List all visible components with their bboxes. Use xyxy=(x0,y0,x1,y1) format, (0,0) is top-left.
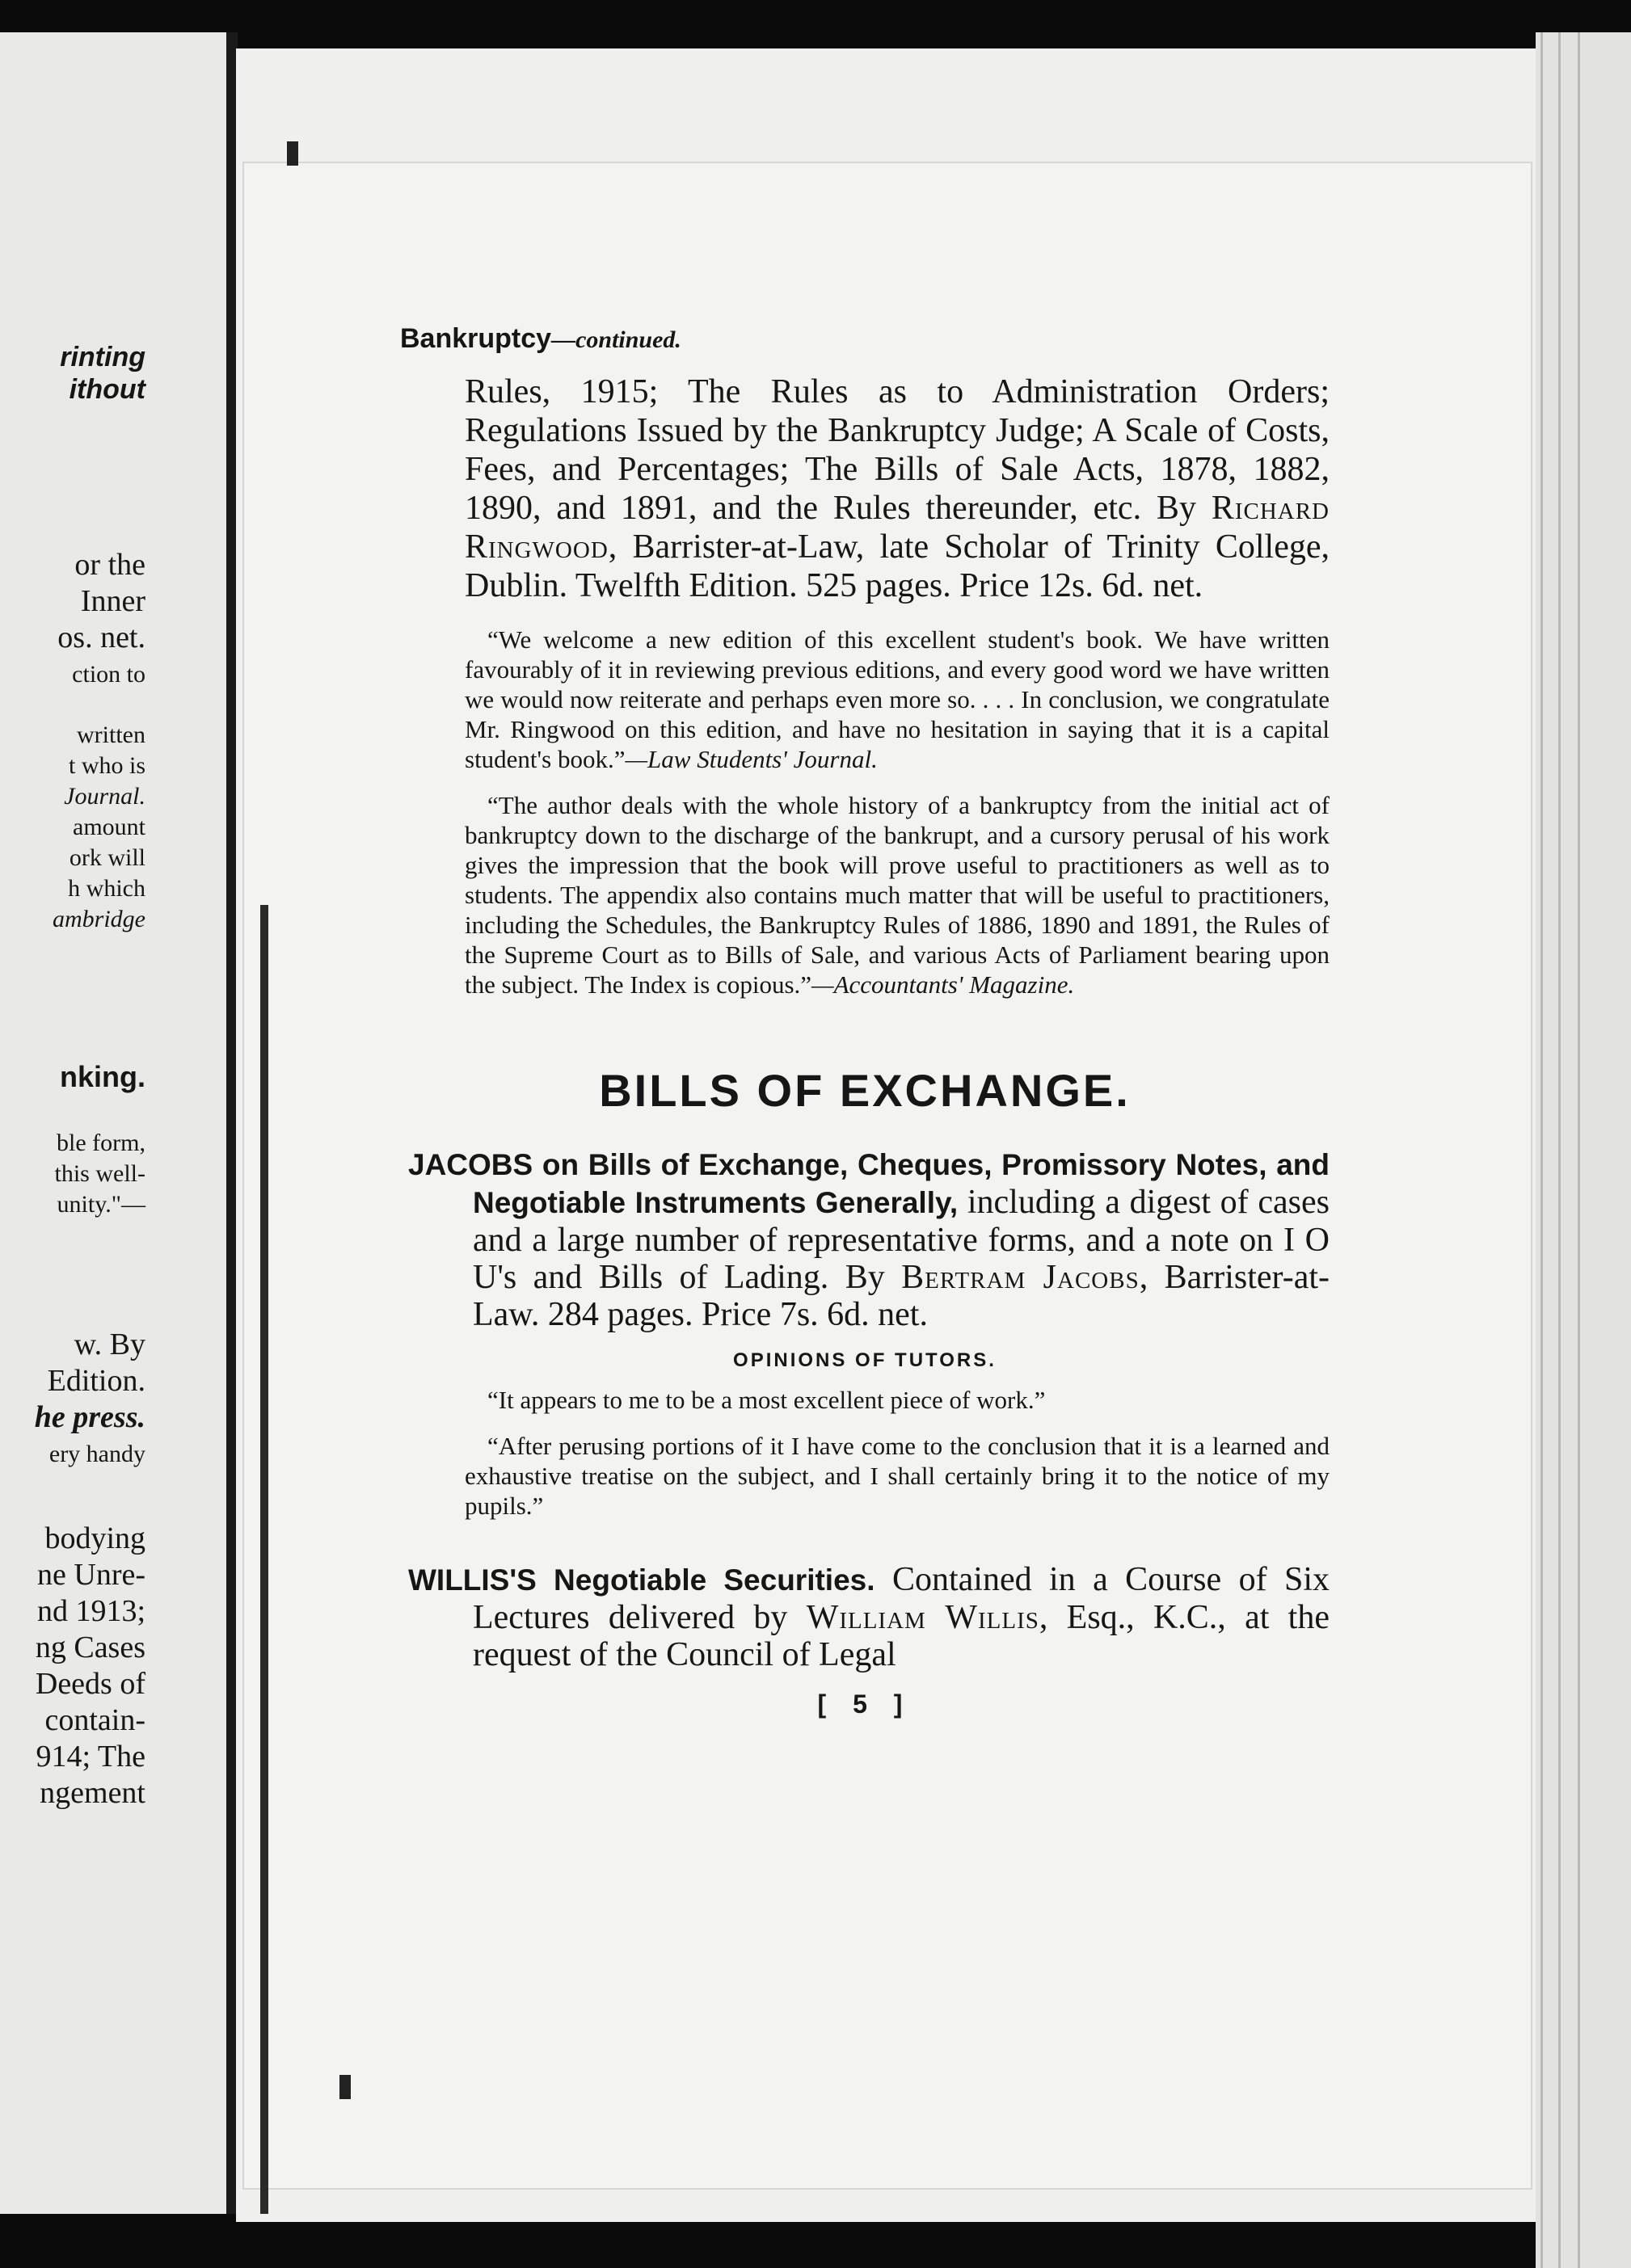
book-entry-jacobs xyxy=(408,1146,1330,1333)
book-entry-willis xyxy=(408,1561,1330,1673)
left-fragment: Deeds of xyxy=(35,1667,145,1701)
left-page-fragment xyxy=(0,32,234,2214)
bankruptcy-text-end: , Barrister-at-Law, late Scholar of Trinity College, Dublin. Twelfth Edition. 525 pages. Price 12s. 6d. net. xyxy=(465,528,1330,604)
left-fragment: nking. xyxy=(60,1060,145,1093)
binding-shadow xyxy=(260,905,268,2214)
review-text: “The author deals with the whole history of a bankruptcy from the initial act of bankruptcy down to the discharge of the bankrupt, and a cursory perusal of his work gives the impression that the book will prove useful to practitioners as well as to students. The appendix also contains much matter that will be useful to practitioners, including the Schedules, the Bankruptcy Rules of 1886, 1890 and 1891, the Rules of the Supreme Court as to Bills of Sale, and various Acts of Parliament bearing upon the subject. The Index is copious.” xyxy=(465,791,1330,999)
left-fragment: ambridge xyxy=(53,906,145,932)
review-source: —Accountants' Magazine. xyxy=(811,970,1075,999)
entry-head: JACOBS on Bills of Exchange, Cheques, Promissory Notes, and Negotiable Instruments Generally, xyxy=(408,1148,1330,1219)
bankruptcy-author: Richard Ringwood xyxy=(465,490,1330,566)
left-fragment: h which xyxy=(68,875,145,902)
left-fragment: contain- xyxy=(44,1703,145,1737)
left-fragment: nd 1913; xyxy=(36,1594,145,1628)
opinion-quote: “After perusing portions of it I have come to the conclusion that it is a learned and exhaustive treatise on the subject, and I shall certainly bring it to the notice of my pupils.” xyxy=(465,1432,1330,1520)
left-fragment: ery handy xyxy=(48,1441,145,1467)
bankruptcy-description xyxy=(465,372,1330,605)
left-fragment: ithout xyxy=(69,374,145,405)
running-head-continued: —continued. xyxy=(551,326,681,353)
left-fragment: this well- xyxy=(54,1160,145,1187)
entry-text: Contained in a Course of Six Lectures delivered by xyxy=(473,1561,1330,1636)
left-fragment: ne Unre- xyxy=(37,1558,145,1592)
bankruptcy-text: Rules, 1915; The Rules as to Administration Orders; Regulations Issued by the Bankruptcy Judge; A Scale of Costs, Fees, and Percentages; The Bills of Sale Acts, 1878, 1882, 1890, and 1891, and the Rules thereunder, etc. By xyxy=(465,373,1330,527)
review-quote xyxy=(465,625,1330,774)
left-fragment: he press. xyxy=(34,1400,145,1434)
left-fragment: or the xyxy=(74,548,145,582)
left-fragment: Inner xyxy=(80,584,145,618)
page-edge xyxy=(1536,32,1631,2268)
left-fragment: ble form, xyxy=(57,1130,145,1156)
left-fragment: Edition. xyxy=(47,1364,145,1398)
left-fragment: ngement xyxy=(40,1776,145,1810)
entry-head: WILLIS'S Negotiable Securities. xyxy=(408,1563,875,1597)
review-quote xyxy=(465,790,1330,999)
entry-author: Bertram Jacobs xyxy=(901,1259,1140,1296)
left-fragment: w. By xyxy=(74,1328,145,1361)
page-number: [ 5 ] xyxy=(817,1689,912,1719)
left-fragment: ork will xyxy=(69,844,145,871)
review-text: “We welcome a new edition of this excellent student's book. We have written favourably of it in reviewing previous editions, and every good word we have written we would now reiterate and perhaps even more so. . . . In conclusion, we congratulate Mr. Ringwood on this edition, and have no hesitation in saying that it is a capital student's book.” xyxy=(465,625,1330,773)
left-fragment: os. net. xyxy=(57,621,145,654)
left-fragment: bodying xyxy=(44,1521,145,1555)
left-fragment: Journal. xyxy=(64,783,145,810)
section-title: BILLS OF EXCHANGE. xyxy=(599,1065,1131,1116)
running-head xyxy=(400,323,1330,355)
left-fragment: 914; The xyxy=(36,1740,145,1774)
entry-author: William Willis xyxy=(806,1599,1039,1636)
left-fragment: unity."— xyxy=(57,1191,145,1218)
opinion-quote: “It appears to me to be a most excellent piece of work.” xyxy=(487,1386,1046,1414)
entry-text: including a digest of cases and a large number of representative forms, and a note on I O U's and Bills of Lading. By xyxy=(473,1184,1330,1296)
entry-text-end: , Esq., K.C., at the request of the Council of Legal xyxy=(473,1599,1330,1673)
left-fragment: ction to xyxy=(72,661,145,688)
binding-mark xyxy=(287,141,298,166)
left-fragment: rinting xyxy=(60,342,145,372)
binding-mark xyxy=(339,2075,351,2099)
left-fragment: written xyxy=(77,722,145,748)
left-fragment: amount xyxy=(73,814,145,840)
left-fragment: ng Cases xyxy=(35,1631,145,1664)
opinions-heading: OPINIONS OF TUTORS. xyxy=(733,1349,997,1371)
left-fragment: t who is xyxy=(68,752,145,779)
running-head-title: Bankruptcy xyxy=(400,323,552,354)
review-source: —Law Students' Journal. xyxy=(625,745,878,773)
page-content xyxy=(400,323,1330,1719)
entry-text-end: , Barrister-at-Law. 284 pages. Price 7s. 6d. net. xyxy=(473,1259,1330,1333)
